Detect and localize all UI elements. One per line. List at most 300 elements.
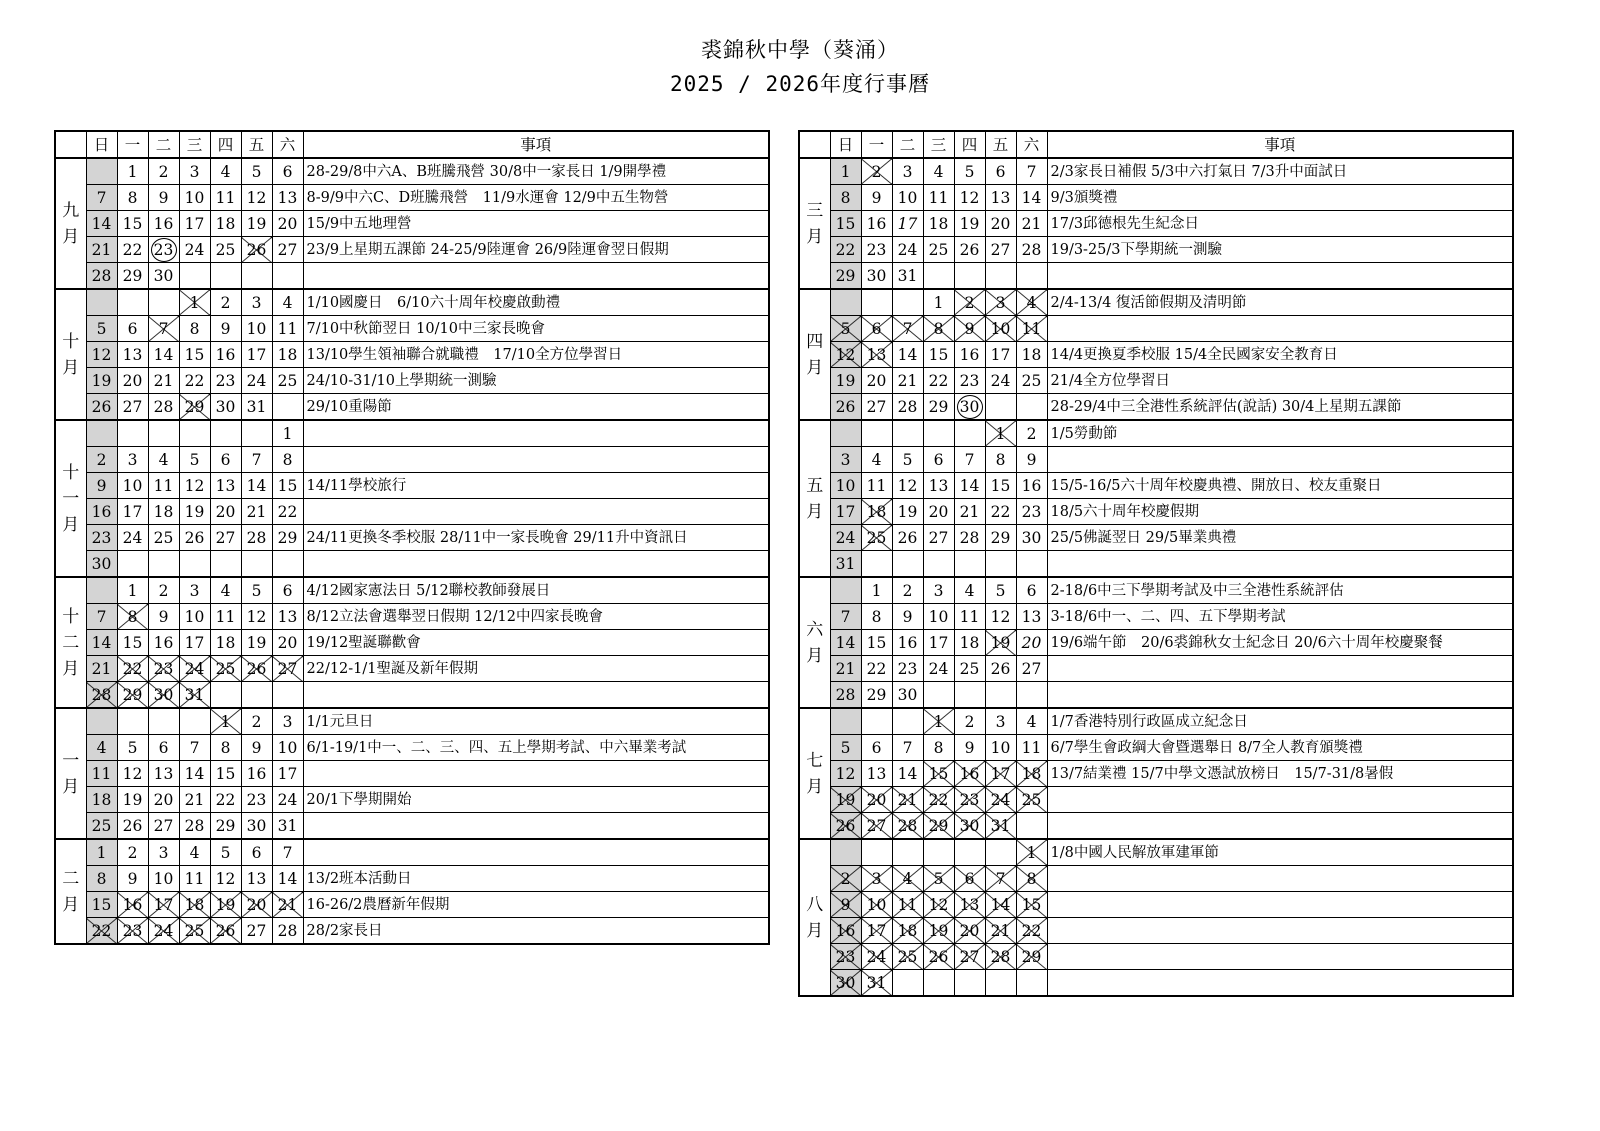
day-cell: 7 [985, 866, 1016, 892]
day-cell: 14 [241, 473, 272, 499]
day-cell: 3 [830, 447, 861, 473]
events-header: 事項 [303, 131, 769, 158]
day-cell: 22 [86, 918, 117, 945]
month-label: 四 月 [799, 289, 830, 420]
day-cell [830, 289, 861, 316]
day-cell: 8 [985, 447, 1016, 473]
day-cell: 12 [954, 185, 985, 211]
day-cell: 2 [148, 158, 179, 185]
day-cell: 4 [86, 735, 117, 761]
week-row [55, 211, 769, 237]
day-cell: 12 [179, 473, 210, 499]
day-cell [985, 263, 1016, 290]
day-cell: 26 [830, 813, 861, 840]
day-cell: 12 [923, 892, 954, 918]
day-cell: 30 [861, 263, 892, 290]
day-cell [985, 970, 1016, 997]
day-cell: 5 [241, 158, 272, 185]
day-cell: 7 [148, 316, 179, 342]
day-cell: 4 [1016, 708, 1047, 735]
day-cell: 10 [117, 473, 148, 499]
day-cell: 17 [272, 761, 303, 787]
day-cell: 30 [954, 813, 985, 840]
day-cell: 17 [985, 761, 1016, 787]
week-row [799, 970, 1513, 997]
calendar-left-half [54, 130, 770, 945]
day-cell: 5 [892, 447, 923, 473]
event-cell: 2/4-13/4 復活節假期及清明節 [1047, 289, 1513, 316]
day-cell: 19 [179, 499, 210, 525]
day-cell: 24 [117, 525, 148, 551]
day-cell: 3 [985, 289, 1016, 316]
day-cell: 31 [861, 970, 892, 997]
day-cell [86, 420, 117, 447]
day-cell: 26 [830, 394, 861, 421]
calendar-right-half [798, 130, 1514, 997]
day-cell: 12 [892, 473, 923, 499]
day-cell: 19 [241, 630, 272, 656]
day-cell: 15 [923, 761, 954, 787]
day-cell [179, 708, 210, 735]
day-cell: 18 [210, 630, 241, 656]
day-cell: 10 [985, 316, 1016, 342]
week-row [799, 368, 1513, 394]
day-cell: 18 [1016, 342, 1047, 368]
day-cell: 8 [117, 185, 148, 211]
event-cell: 4/12國家憲法日 5/12聯校教師發展日 [303, 577, 769, 604]
day-cell: 19 [954, 211, 985, 237]
day-cell: 20 [861, 368, 892, 394]
week-row [799, 813, 1513, 840]
day-cell: 2 [86, 447, 117, 473]
day-cell [954, 263, 985, 290]
day-cell: 22 [210, 787, 241, 813]
event-cell: 1/1元旦日 [303, 708, 769, 735]
day-cell: 10 [179, 604, 210, 630]
day-cell: 24 [179, 656, 210, 682]
day-cell: 15 [861, 630, 892, 656]
day-cell: 27 [272, 656, 303, 682]
day-cell: 10 [923, 604, 954, 630]
event-cell [1047, 263, 1513, 290]
week-row [55, 656, 769, 682]
day-cell: 24 [241, 368, 272, 394]
day-cell [86, 289, 117, 316]
day-cell: 11 [179, 866, 210, 892]
day-cell: 17 [830, 499, 861, 525]
week-row [799, 577, 1513, 604]
day-cell: 21 [148, 368, 179, 394]
day-cell: 24 [892, 237, 923, 263]
day-cell: 7 [272, 839, 303, 866]
day-cell: 4 [892, 866, 923, 892]
day-cell: 10 [830, 473, 861, 499]
day-cell: 16 [241, 761, 272, 787]
day-cell: 26 [179, 525, 210, 551]
day-cell: 17 [148, 892, 179, 918]
day-cell: 27 [861, 394, 892, 421]
week-row [55, 761, 769, 787]
day-cell: 13 [117, 342, 148, 368]
event-cell: 2/3家長日補假 5/3中六打氣日 7/3升中面試日 [1047, 158, 1513, 185]
day-cell: 5 [210, 839, 241, 866]
day-cell: 4 [272, 289, 303, 316]
day-cell: 10 [861, 892, 892, 918]
day-cell: 25 [210, 237, 241, 263]
day-cell: 1 [117, 577, 148, 604]
day-cell: 13 [241, 866, 272, 892]
day-cell: 17 [923, 630, 954, 656]
day-cell: 15 [1016, 892, 1047, 918]
day-cell: 25 [1016, 368, 1047, 394]
weekday-label: 日 [86, 131, 117, 158]
week-row [799, 551, 1513, 578]
day-cell [985, 839, 1016, 866]
week-row [799, 473, 1513, 499]
day-cell: 27 [985, 237, 1016, 263]
day-cell [892, 708, 923, 735]
day-cell [210, 420, 241, 447]
week-row [799, 158, 1513, 185]
day-cell: 12 [210, 866, 241, 892]
day-cell: 29 [830, 263, 861, 290]
week-row [55, 185, 769, 211]
day-cell: 21 [985, 918, 1016, 944]
day-cell: 2 [830, 866, 861, 892]
day-cell: 16 [861, 211, 892, 237]
day-cell [241, 420, 272, 447]
day-cell: 27 [210, 525, 241, 551]
day-cell: 20 [117, 368, 148, 394]
day-cell: 14 [86, 630, 117, 656]
corner-cell [55, 131, 86, 158]
day-cell [892, 420, 923, 447]
day-cell: 8 [861, 604, 892, 630]
day-cell: 11 [210, 604, 241, 630]
day-cell: 3 [985, 708, 1016, 735]
event-cell [303, 682, 769, 709]
week-row [799, 447, 1513, 473]
event-cell [303, 839, 769, 866]
day-cell [861, 289, 892, 316]
day-cell: 22 [272, 499, 303, 525]
day-cell: 21 [954, 499, 985, 525]
day-cell: 10 [241, 316, 272, 342]
day-cell: 2 [954, 708, 985, 735]
day-cell [830, 420, 861, 447]
day-cell: 18 [86, 787, 117, 813]
day-cell [954, 970, 985, 997]
event-cell: 13/7結業禮 15/7中學文憑試放榜日 15/7-31/8暑假 [1047, 761, 1513, 787]
day-cell: 2 [1016, 420, 1047, 447]
day-cell: 6 [861, 316, 892, 342]
day-cell: 8 [117, 604, 148, 630]
day-cell: 28 [985, 944, 1016, 970]
day-cell: 23 [241, 787, 272, 813]
day-cell [179, 551, 210, 578]
day-cell [1016, 263, 1047, 290]
day-cell: 10 [179, 185, 210, 211]
month-label: 三 月 [799, 158, 830, 289]
day-cell: 4 [210, 158, 241, 185]
weekday-header-row [799, 131, 1513, 158]
week-row [55, 604, 769, 630]
day-cell: 5 [985, 577, 1016, 604]
day-cell: 2 [954, 289, 985, 316]
day-cell: 23 [148, 656, 179, 682]
day-cell: 11 [892, 892, 923, 918]
day-cell [117, 420, 148, 447]
day-cell: 19 [892, 499, 923, 525]
day-cell: 24 [148, 918, 179, 945]
event-cell: 29/10重陽節 [303, 394, 769, 421]
day-cell: 3 [241, 289, 272, 316]
event-cell: 14/4更換夏季校服 15/4全民國家安全教育日 [1047, 342, 1513, 368]
event-cell: 23/9上星期五課節 24-25/9陸運會 26/9陸運會翌日假期 [303, 237, 769, 263]
week-row [55, 630, 769, 656]
day-cell: 19 [117, 787, 148, 813]
day-cell: 18 [954, 630, 985, 656]
day-cell: 9 [892, 604, 923, 630]
week-row [55, 839, 769, 866]
day-cell: 20 [985, 211, 1016, 237]
day-cell: 30 [1016, 525, 1047, 551]
day-cell [1016, 813, 1047, 840]
day-cell: 25 [86, 813, 117, 840]
event-cell: 2-18/6中三下學期考試及中三全港性系統評估 [1047, 577, 1513, 604]
event-cell [1047, 551, 1513, 578]
event-cell: 19/12聖誕聯歡會 [303, 630, 769, 656]
day-cell: 29 [210, 813, 241, 840]
day-cell: 28 [830, 682, 861, 709]
day-cell: 26 [86, 394, 117, 421]
event-cell: 20/1下學期開始 [303, 787, 769, 813]
day-cell [923, 970, 954, 997]
event-cell: 8-9/9中六C、D班騰飛營 11/9水運會 12/9中五生物營 [303, 185, 769, 211]
day-cell: 9 [117, 866, 148, 892]
day-cell: 11 [954, 604, 985, 630]
day-cell: 26 [985, 656, 1016, 682]
day-cell: 21 [830, 656, 861, 682]
day-cell: 19 [923, 918, 954, 944]
day-cell: 14 [179, 761, 210, 787]
day-cell: 24 [272, 787, 303, 813]
event-cell: 14/11學校旅行 [303, 473, 769, 499]
day-cell: 23 [892, 656, 923, 682]
day-cell: 23 [210, 368, 241, 394]
day-cell: 29 [923, 394, 954, 421]
month-label: 十 一 月 [55, 420, 86, 577]
week-row [799, 630, 1513, 656]
week-row [799, 708, 1513, 735]
day-cell: 3 [892, 158, 923, 185]
day-cell: 12 [117, 761, 148, 787]
day-cell: 5 [954, 158, 985, 185]
day-cell: 22 [117, 656, 148, 682]
day-cell: 20 [272, 630, 303, 656]
event-cell: 24/10-31/10上學期統一測驗 [303, 368, 769, 394]
day-cell: 3 [861, 866, 892, 892]
week-row [55, 682, 769, 709]
event-cell [303, 447, 769, 473]
day-cell: 27 [117, 394, 148, 421]
day-cell: 29 [117, 682, 148, 709]
day-cell: 6 [1016, 577, 1047, 604]
weekday-header-row [55, 131, 769, 158]
event-cell [1047, 970, 1513, 997]
day-cell: 9 [861, 185, 892, 211]
day-cell: 20 [923, 499, 954, 525]
day-cell: 7 [892, 316, 923, 342]
week-row [799, 342, 1513, 368]
day-cell: 19 [241, 211, 272, 237]
day-cell [272, 551, 303, 578]
day-cell [985, 551, 1016, 578]
day-cell: 24 [985, 368, 1016, 394]
day-cell: 28 [148, 394, 179, 421]
day-cell: 9 [148, 185, 179, 211]
event-cell: 24/11更換冬季校服 28/11中一家長晚會 29/11升中資訊日 [303, 525, 769, 551]
event-cell [1047, 656, 1513, 682]
event-cell: 1/8中國人民解放軍建軍節 [1047, 839, 1513, 866]
day-cell: 15 [830, 211, 861, 237]
day-cell: 23 [954, 368, 985, 394]
week-row [55, 342, 769, 368]
day-cell: 8 [923, 316, 954, 342]
day-cell: 25 [861, 525, 892, 551]
day-cell [923, 839, 954, 866]
day-cell: 6 [148, 735, 179, 761]
day-cell: 26 [954, 237, 985, 263]
day-cell: 7 [86, 185, 117, 211]
day-cell [861, 420, 892, 447]
day-cell: 8 [923, 735, 954, 761]
day-cell: 28 [892, 394, 923, 421]
month-label: 五 月 [799, 420, 830, 577]
week-row [55, 447, 769, 473]
event-cell: 1/5勞動節 [1047, 420, 1513, 447]
week-row [799, 394, 1513, 421]
day-cell: 7 [954, 447, 985, 473]
week-row [799, 185, 1513, 211]
day-cell [210, 551, 241, 578]
day-cell: 16 [954, 761, 985, 787]
event-cell: 28/2家長日 [303, 918, 769, 945]
day-cell: 14 [272, 866, 303, 892]
day-cell: 19 [985, 630, 1016, 656]
day-cell: 11 [923, 185, 954, 211]
event-cell [1047, 918, 1513, 944]
day-cell: 11 [1016, 735, 1047, 761]
day-cell [892, 839, 923, 866]
day-cell: 24 [923, 656, 954, 682]
day-cell: 20 [861, 787, 892, 813]
event-cell [303, 813, 769, 840]
day-cell: 19 [210, 892, 241, 918]
day-cell: 1 [117, 158, 148, 185]
day-cell: 17 [892, 211, 923, 237]
day-cell: 30 [241, 813, 272, 840]
day-cell: 25 [148, 525, 179, 551]
day-cell: 18 [179, 892, 210, 918]
day-cell: 7 [179, 735, 210, 761]
day-cell: 17 [985, 342, 1016, 368]
day-cell: 16 [210, 342, 241, 368]
week-row [55, 263, 769, 290]
day-cell [923, 420, 954, 447]
event-cell [303, 420, 769, 447]
event-cell [1047, 447, 1513, 473]
day-cell: 29 [985, 525, 1016, 551]
day-cell: 23 [1016, 499, 1047, 525]
day-cell: 30 [148, 263, 179, 290]
event-cell: 1/10國慶日 6/10六十周年校慶啟動禮 [303, 289, 769, 316]
day-cell: 13 [272, 185, 303, 211]
day-cell: 4 [148, 447, 179, 473]
weekday-label: 日 [830, 131, 861, 158]
day-cell: 31 [241, 394, 272, 421]
day-cell [272, 394, 303, 421]
day-cell: 8 [830, 185, 861, 211]
day-cell: 18 [1016, 761, 1047, 787]
day-cell: 2 [892, 577, 923, 604]
day-cell: 13 [954, 892, 985, 918]
event-cell [1047, 682, 1513, 709]
day-cell: 3 [923, 577, 954, 604]
day-cell: 9 [241, 735, 272, 761]
day-cell: 24 [179, 237, 210, 263]
week-row [799, 604, 1513, 630]
month-label: 十 月 [55, 289, 86, 420]
week-row [55, 420, 769, 447]
day-cell: 15 [179, 342, 210, 368]
day-cell [1016, 394, 1047, 421]
day-cell: 9 [86, 473, 117, 499]
day-cell: 7 [892, 735, 923, 761]
day-cell [117, 289, 148, 316]
event-cell [1047, 813, 1513, 840]
day-cell: 18 [148, 499, 179, 525]
day-cell: 25 [954, 656, 985, 682]
day-cell: 13 [985, 185, 1016, 211]
day-cell: 7 [86, 604, 117, 630]
day-cell: 4 [954, 577, 985, 604]
circled-day: 23 [151, 238, 177, 262]
week-row [55, 892, 769, 918]
day-cell [923, 551, 954, 578]
day-cell: 23 [830, 944, 861, 970]
day-cell [241, 551, 272, 578]
day-cell: 25 [1016, 787, 1047, 813]
day-cell: 16 [86, 499, 117, 525]
week-row [799, 656, 1513, 682]
weekday-label: 五 [985, 131, 1016, 158]
day-cell: 2 [241, 708, 272, 735]
event-cell [303, 499, 769, 525]
event-cell: 17/3邱德根先生紀念日 [1047, 211, 1513, 237]
day-cell: 25 [272, 368, 303, 394]
day-cell: 27 [954, 944, 985, 970]
event-cell [303, 761, 769, 787]
week-row [799, 289, 1513, 316]
day-cell: 31 [985, 813, 1016, 840]
day-cell: 14 [892, 761, 923, 787]
day-cell: 29 [272, 525, 303, 551]
week-row [55, 394, 769, 421]
day-cell: 24 [861, 944, 892, 970]
event-cell: 3-18/6中一、二、四、五下學期考試 [1047, 604, 1513, 630]
day-cell: 15 [86, 892, 117, 918]
